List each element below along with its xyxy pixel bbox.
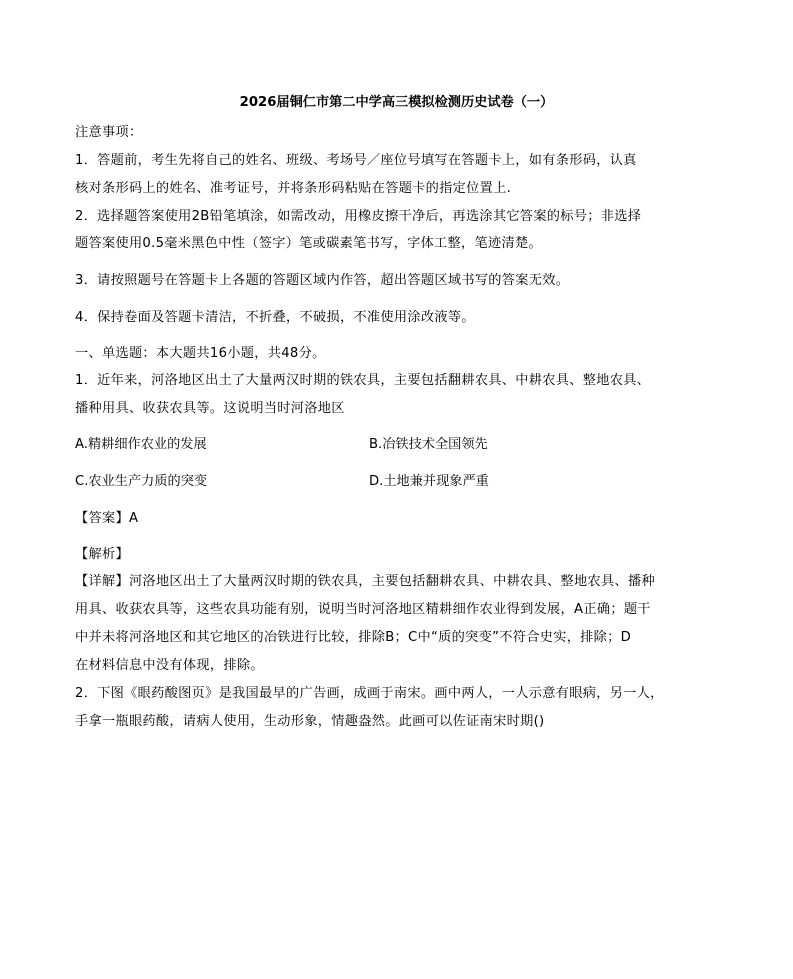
notice-item-4: 4．保持卷面及答题卡清洁，不折叠，不破损，不准使用涂改液等。 (75, 310, 475, 325)
notice-item-2-line-2: 题答案使用0.5毫米黑色中性（签字）笔或碳素笔书写，字体工整，笔迹清楚。 (75, 236, 542, 251)
notice-item-2-line-1: 2．选择题答案使用2B铅笔填涂，如需改动，用橡皮擦干净后，再选涂其它答案的标号；非选择 (75, 209, 642, 224)
notice-item-1-line-2: 核对条形码上的姓名、准考证号，并将条形码粘贴在答题卡的指定位置上. (75, 181, 512, 196)
question-1-option-a: A.精耕细作农业的发展 (75, 437, 207, 452)
question-1-line-2: 播种用具、收获农具等。这说明当时河洛地区 (75, 401, 345, 416)
question-1-line-1: 1．近年来，河洛地区出土了大量两汉时期的铁农具，主要包括翻耕农具、中耕农具、整地农具、 (75, 373, 651, 388)
detail-line-3: 中并未将河洛地区和其它地区的冶铁进行比较，排除B；C中“质的突变”不符合史实，排除；D (75, 630, 632, 645)
section-heading: 一、单选题：本大题共16小题，共48分。 (75, 346, 326, 361)
detail-line-2: 用具、收获农具等，这些农具功能有别，说明当时河洛地区精耕细作农业得到发展，A正确；题干 (75, 602, 651, 617)
question-1-option-d: D.土地兼并现象严重 (369, 474, 489, 489)
question-2-line-1: 2．下图《眼药酸图页》是我国最早的广告画，成画于南宋。画中两人，一人示意有眼病，另一人， (75, 686, 664, 701)
notice-item-1-line-1: 1．答题前，考生先将自己的姓名、班级、考场号／座位号填写在答题卡上，如有条形码，认真 (75, 153, 637, 168)
answer-label: 【答案】A (75, 511, 139, 526)
detail-line-1: 【详解】河洛地区出土了大量两汉时期的铁农具，主要包括翻耕农具、中耕农具、整地农具、播种 (75, 574, 655, 589)
question-2-line-2: 手拿一瓶眼药酸，请病人使用，生动形象，情趣盎然。此画可以佐证南宋时期() (75, 714, 545, 729)
detail-line-4: 在材料信息中没有体现，排除。 (75, 658, 264, 673)
exam-title: 2026届铜仁市第二中学高三模拟检测历史试卷（一） (239, 95, 554, 110)
notice-heading: 注意事项： (75, 125, 143, 140)
analysis-label: 【解析】 (75, 547, 129, 562)
notice-item-3: 3．请按照题号在答题卡上各题的答题区域内作答，超出答题区域书写的答案无效。 (75, 273, 570, 288)
question-1-option-c: C.农业生产力质的突变 (75, 474, 208, 489)
question-1-option-b: B.冶铁技术全国领先 (369, 437, 488, 452)
